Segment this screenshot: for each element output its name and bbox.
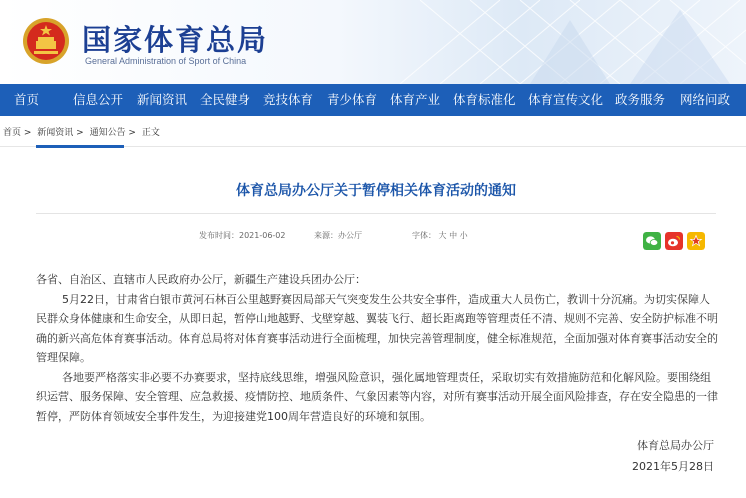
weibo-icon[interactable] xyxy=(665,232,683,250)
nav-item-competitive-sports[interactable]: 竞技体育 xyxy=(263,92,314,107)
article-source: 来源：办公厅 xyxy=(314,231,362,240)
site-title[interactable]: 国家体育总局 xyxy=(82,23,269,57)
breadcrumb-notices[interactable]: 通知公告 > xyxy=(89,128,136,138)
publish-time: 发布时间：2021-06-02 xyxy=(199,231,286,240)
breadcrumb-accent-bar xyxy=(36,145,124,148)
font-size-medium[interactable]: 中 xyxy=(449,231,458,240)
breadcrumb xyxy=(3,125,163,138)
article-paragraph: 各地要严格落实非必要不办赛要求，坚持底线思维，增强风险意识，强化属地管理责任，采取切实有效措施防范和化解风险。要围绕组织运营、服务保障、安全管理、应急救援、疫情防控、地质条件、气象因素等内容，对所有赛事活动开展全面风险排查，存在安全隐患的一律暂停，严防体育领域安全事件发生，为迎接建党100周年营造良好的环境和氛围。 xyxy=(36,370,718,423)
nav-item-culture[interactable]: 体育宣传文化 xyxy=(528,92,604,107)
nav-item-sports-industry[interactable]: 体育产业 xyxy=(390,92,441,107)
site-subtitle: General Administration of Sport of China xyxy=(85,56,247,66)
title-divider xyxy=(36,213,716,214)
font-size-large[interactable]: 大 xyxy=(438,231,447,240)
article-salutation: 各省、自治区、直辖市人民政府办公厅，新疆生产建设兵团办公厅： xyxy=(36,273,366,286)
favorite-star-icon[interactable] xyxy=(687,232,705,250)
nav-item-home[interactable]: 首页 xyxy=(14,92,40,107)
header-decoration xyxy=(380,0,746,84)
nav-item-standardization[interactable]: 体育标准化 xyxy=(453,92,516,107)
nav-item-online-inquiry[interactable]: 网络问政 xyxy=(680,92,731,107)
article-date: 2021年5月28日 xyxy=(632,460,714,473)
nav-item-gov-services[interactable]: 政务服务 xyxy=(615,92,666,107)
font-size-control xyxy=(412,230,468,241)
nav-item-info-disclosure[interactable]: 信息公开 xyxy=(73,92,124,107)
nav-item-fitness[interactable]: 全民健身 xyxy=(200,92,251,107)
breadcrumb-current: 正文 xyxy=(141,128,160,138)
main-nav xyxy=(0,84,746,116)
nav-item-youth-sports[interactable]: 青少体育 xyxy=(327,92,378,107)
emblem-icon[interactable] xyxy=(22,17,70,65)
site-header xyxy=(0,0,746,84)
article-body xyxy=(36,270,720,426)
font-size-label: 字体： xyxy=(412,231,436,240)
article-paragraph: 5月22日，甘肃省白银市黄河石林百公里越野赛因局部天气突变发生公共安全事件，造成重大人员伤亡，教训十分沉痛。为切实保障人民群众身体健康和生命安全，从即日起，暂停山地越野、戈壁穿越、翼装飞行、超长距离跑等管理责任不清、规则不完善、安全防护标准不明确的新兴高危体育赛事活动。体育总局将对体育赛事活动进行全面梳理，加快完善管理制度，健全标准规范，全面加强对体育赛事活动安全的管理保障。 xyxy=(36,292,718,364)
font-size-small[interactable]: 小 xyxy=(459,231,468,240)
breadcrumb-news[interactable]: 新闻资讯 > xyxy=(37,128,84,138)
article-title: 体育总局办公厅关于暂停相关体育活动的通知 xyxy=(236,183,516,199)
breadcrumb-home[interactable]: 首页 > xyxy=(3,128,32,138)
article-signature: 体育总局办公厅 xyxy=(637,439,714,452)
nav-item-news[interactable]: 新闻资讯 xyxy=(137,92,188,107)
wechat-icon[interactable] xyxy=(643,232,661,250)
